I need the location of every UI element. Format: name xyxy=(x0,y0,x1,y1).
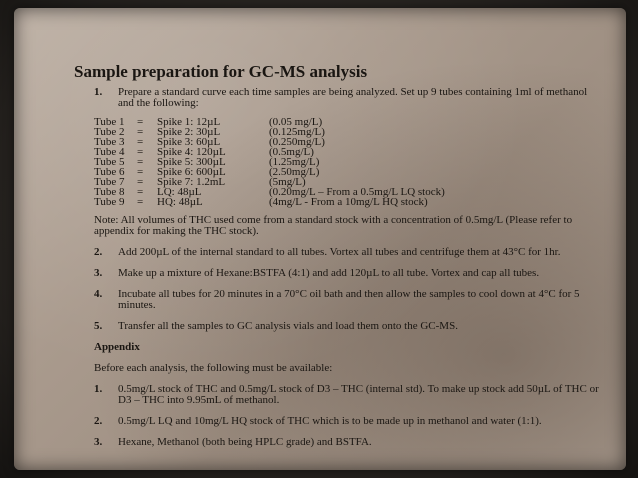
spike-amount: LQ: 48µL xyxy=(157,186,202,198)
tube-label: Tube 4 xyxy=(94,146,125,158)
tube-label: Tube 8 xyxy=(94,186,125,198)
equals-sign: = xyxy=(137,166,144,178)
equals-sign: = xyxy=(137,146,144,158)
concentration: (0.05 mg/L) xyxy=(269,116,323,128)
equals-sign: = xyxy=(137,126,144,138)
spike-amount: Spike 2: 30µL xyxy=(157,126,221,138)
appendix-item-3 xyxy=(74,437,604,448)
appendix-item-1 xyxy=(74,384,604,406)
step-3 xyxy=(74,268,604,279)
spike-amount: Spike 1: 12µL xyxy=(157,116,221,128)
step-4 xyxy=(74,289,604,311)
equals-sign: = xyxy=(137,136,144,148)
tube-label: Tube 1 xyxy=(94,116,125,128)
paper-background xyxy=(14,8,626,470)
concentration: (5mg/L) xyxy=(269,176,306,188)
document-content xyxy=(74,62,604,448)
appendix-intro: Before each analysis, the following must be available: xyxy=(94,362,333,374)
spike-amount: Spike 5: 300µL xyxy=(157,156,226,168)
step-1 xyxy=(74,87,604,109)
tube-label: Tube 6 xyxy=(94,166,125,178)
concentration: (1.25mg/L) xyxy=(269,156,320,168)
equals-sign: = xyxy=(137,176,144,188)
equals-sign: = xyxy=(137,196,144,208)
spike-amount: Spike 4: 120µL xyxy=(157,146,226,158)
item-text: Hexane, Methanol (both being HPLC grade) and BSTFA. xyxy=(118,436,372,448)
item-text: 0.5mg/L stock of THC and 0.5mg/L stock of D3 – THC (internal std). To make up stock add 50µL of THC or D3 – THC into 9.95mL of methanol. xyxy=(118,383,599,406)
step-2 xyxy=(74,247,604,258)
step-5 xyxy=(74,321,604,332)
spike-amount: HQ: 48µL xyxy=(157,196,203,208)
concentration: (0.20mg/L – From a 0.5mg/L LQ stock) xyxy=(269,186,445,198)
page-title: Sample preparation for GC-MS analysis xyxy=(74,62,368,81)
equals-sign: = xyxy=(137,156,144,168)
tube-row xyxy=(94,197,445,207)
item-number: 1. xyxy=(94,383,103,395)
concentration: (0.250mg/L) xyxy=(269,136,325,148)
spike-amount: Spike 6: 600µL xyxy=(157,166,226,178)
tube-label: Tube 9 xyxy=(94,196,125,208)
appendix-item-2 xyxy=(74,416,604,427)
equals-sign: = xyxy=(137,116,144,128)
tube-label: Tube 7 xyxy=(94,176,125,188)
step-number: 4. xyxy=(94,288,103,300)
step-number: 3. xyxy=(94,267,103,279)
equals-sign: = xyxy=(137,186,144,198)
step-text: Prepare a standard curve each time samples are being analyzed. Set up 9 tubes containing 1ml of methanol and the following: xyxy=(118,86,588,109)
concentration: (2.50mg/L) xyxy=(269,166,320,178)
step-text: Add 200µL of the internal standard to all tubes. Vortex all tubes and centrifuge them at 43°C for 1hr. xyxy=(118,246,561,258)
tube-label: Tube 5 xyxy=(94,156,125,168)
tube-table xyxy=(94,117,445,207)
item-number: 2. xyxy=(94,415,103,427)
step-text: Make up a mixture of Hexane:BSTFA (4:1) and add 120µL to all tube. Vortex and cap all tubes. xyxy=(118,267,540,279)
spike-amount: Spike 3: 60µL xyxy=(157,136,221,148)
item-number: 3. xyxy=(94,436,103,448)
note-text: Note: All volumes of THC used come from a standard stock with a concentration of 0.5mg/L (Please refer to appendix for making the THC stock). xyxy=(94,214,573,237)
step-number: 5. xyxy=(94,320,103,332)
step-number: 2. xyxy=(94,246,103,258)
spike-amount: Spike 7: 1.2mL xyxy=(157,176,226,188)
step-number: 1. xyxy=(94,86,103,98)
tube-label: Tube 2 xyxy=(94,126,125,138)
step-text: Incubate all tubes for 20 minutes in a 70°C oil bath and then allow the samples to cool down at 4°C for 5 minutes. xyxy=(118,288,580,311)
concentration: (4mg/L - From a 10mg/L HQ stock) xyxy=(269,196,428,208)
tube-label: Tube 3 xyxy=(94,136,125,148)
concentration: (0.5mg/L) xyxy=(269,146,314,158)
concentration: (0.125mg/L) xyxy=(269,126,325,138)
item-text: 0.5mg/L LQ and 10mg/L HQ stock of THC which is to be made up in methanol and water (1:1). xyxy=(118,415,542,427)
step-text: Transfer all the samples to GC analysis vials and load them onto the GC-MS. xyxy=(118,320,458,332)
appendix-heading: Appendix xyxy=(94,341,140,353)
